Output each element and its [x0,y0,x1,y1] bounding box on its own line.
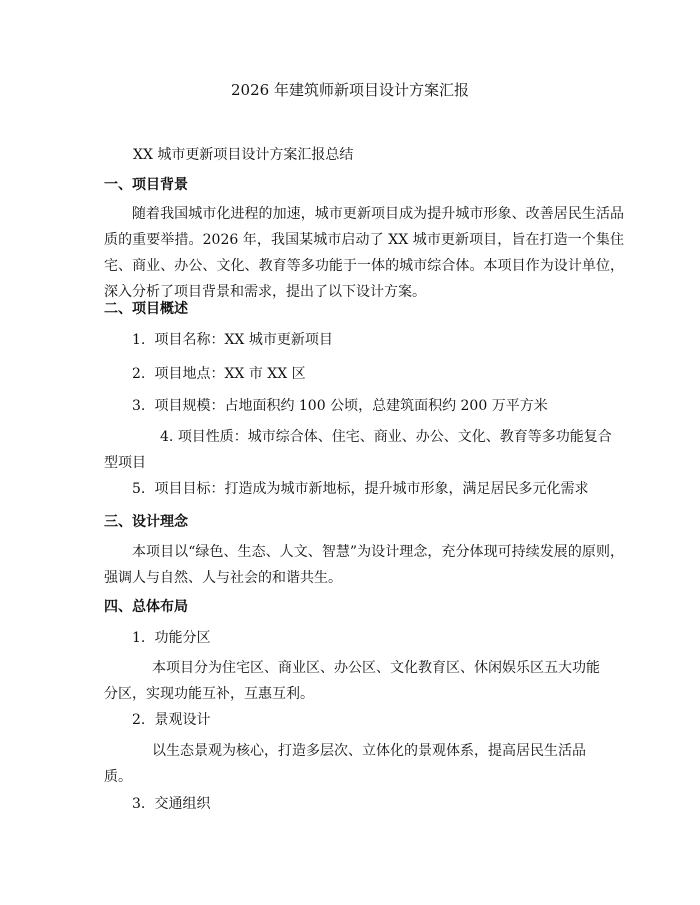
document-subtitle: XX 城市更新项目设计方案汇报总结 [133,147,354,163]
item-number: 5. [132,481,146,497]
background-paragraph: 随着我国城市化进程的加速，城市更新项目成为提升城市形象、改善居民生活品质的重要举措。2026 年，我国某城市启动了 XX 城市更新项目，旨在打造一个集住宅、商业、办公、文化、教育等多功能于一体的城市综合体。本项目作为设计单位，深入分析了项目背景和需求，提出了以下设计方案。 [104,206,624,300]
overview-item [104,361,624,387]
item-number: 2. [132,712,146,728]
section-heading-concept: 三、设计理念 [104,514,188,530]
item-text: 项目名称：XX 城市更新项目 [154,332,333,348]
section-heading-background: 一、项目背景 [104,177,188,193]
item-title: 景观设计 [154,712,211,728]
item-title: 功能分区 [154,630,211,646]
overview-item [104,327,624,353]
concept-paragraph: 本项目以“绿色、生态、人文、智慧”为设计理念，充分体现可持续发展的原则，强调人与自然、人与社会的和谐共生。 [104,544,624,586]
overview-item [104,393,624,419]
layout-item-paragraph: 以生态景观为核心，打造多层次、立体化的景观体系，提高居民生活品质。 [104,743,586,785]
section-heading-overview: 二、项目概述 [104,301,188,317]
section-heading-layout: 四、总体布局 [104,599,188,615]
item-number: 1. [132,630,146,646]
layout-item-title [104,791,624,817]
overview-item [104,476,624,502]
item-text: 项目目标：打造成为城市新地标，提升城市形象，满足居民多元化需求 [154,481,589,497]
layout-item-title [104,625,624,651]
item-number: 3. [132,398,146,414]
item-number: 1. [132,332,146,348]
document-title: 2026 年建筑师新项目设计方案汇报 [231,81,469,99]
layout-item-paragraph: 本项目分为住宅区、商业区、办公区、文化教育区、休闲娱乐区五大功能分区，实现功能互补，互惠互利。 [104,660,600,702]
item-text: 项目规模：占地面积约 100 公顷，总建筑面积约 200 万平方米 [154,398,548,414]
overview-item [104,424,624,476]
item-number: 2. [132,366,146,382]
item-text: 项目地点：XX 市 XX 区 [154,366,306,382]
item-text: 项目性质：城市综合体、住宅、商业、办公、文化、教育等多功能复合型项目 [104,429,612,471]
layout-item-title [104,707,624,733]
item-number: 4. [160,429,174,445]
item-title: 交通组织 [154,796,211,812]
item-number: 3. [132,796,146,812]
